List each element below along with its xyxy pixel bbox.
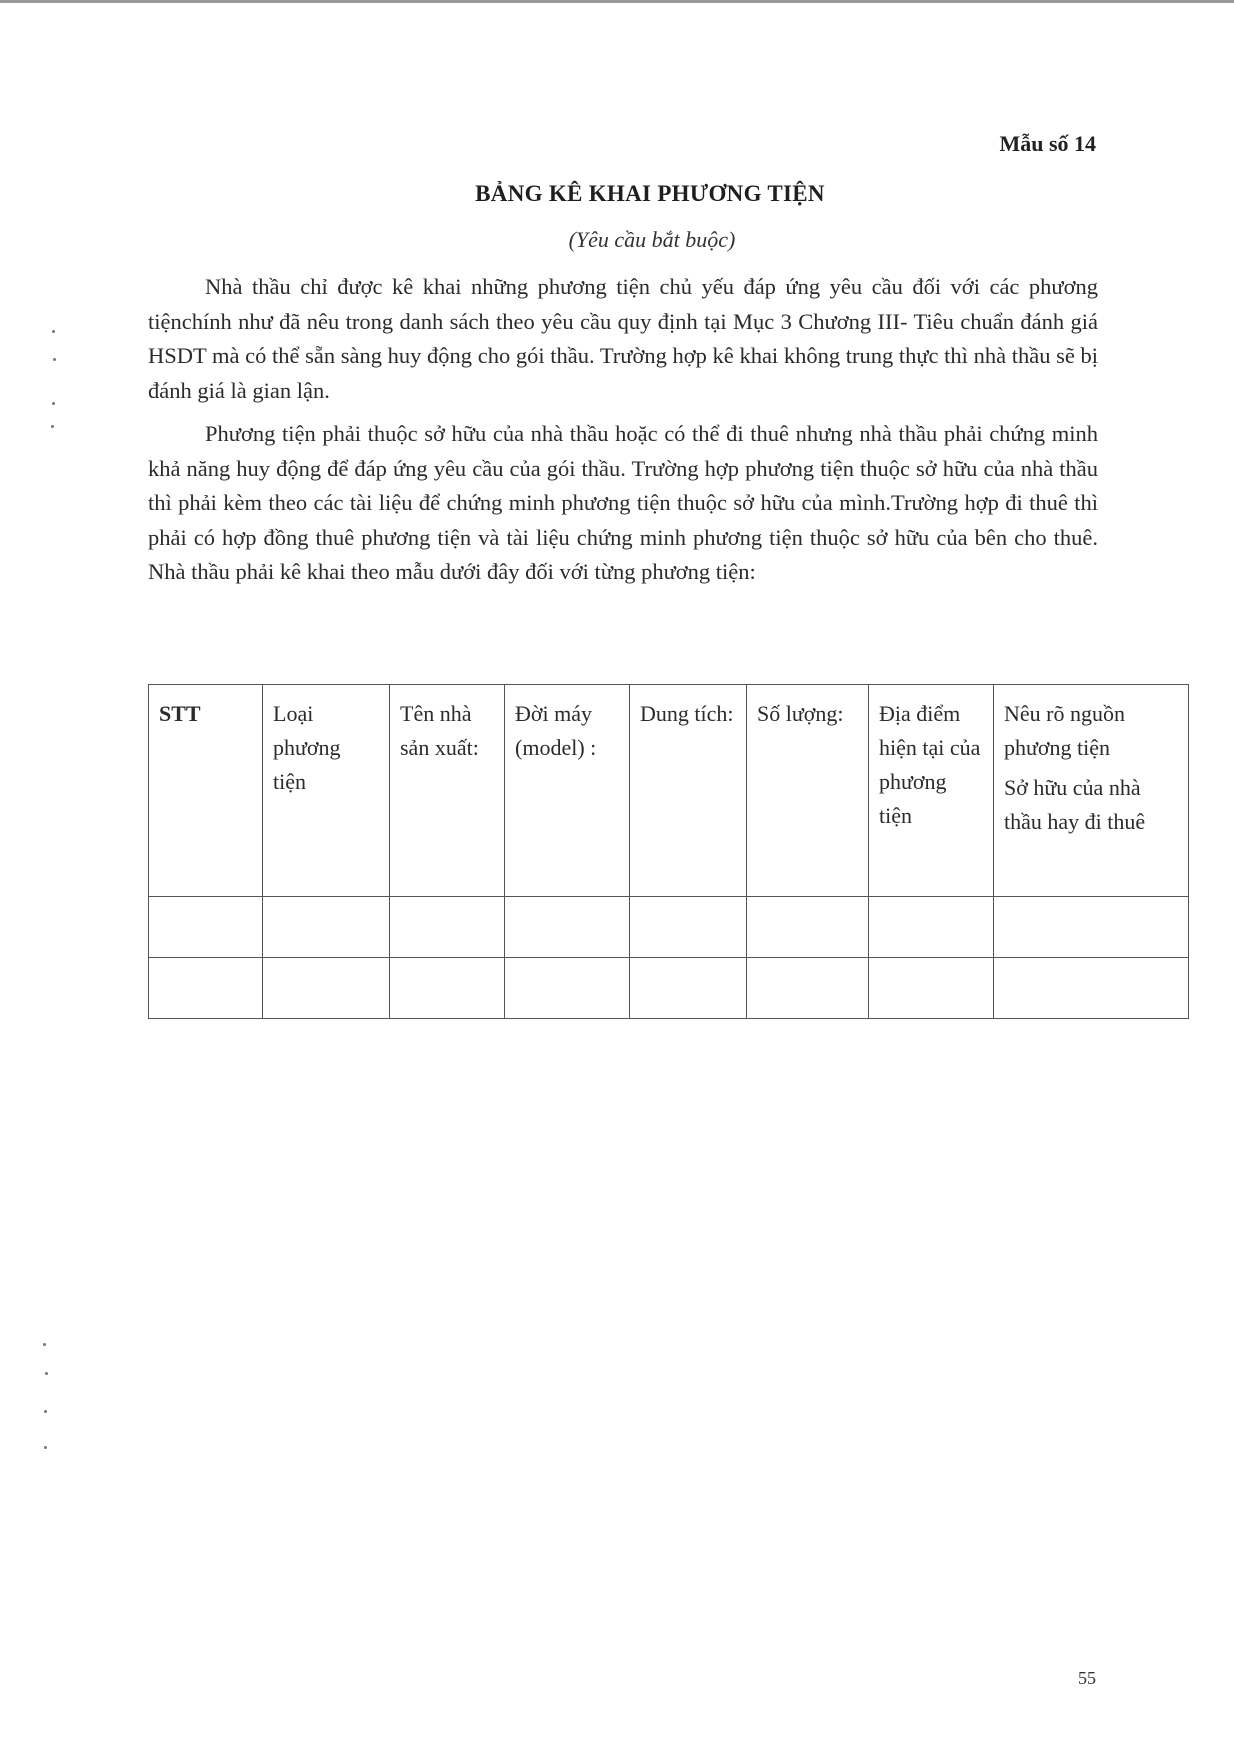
table-cell[interactable] [263, 958, 390, 1019]
table-cell[interactable] [747, 897, 869, 958]
table-header-row [149, 685, 1189, 897]
header-stt: STT [149, 685, 263, 897]
scan-speck [53, 358, 56, 361]
scan-speck [52, 330, 55, 333]
table-row [149, 897, 1189, 958]
table-cell[interactable] [869, 958, 994, 1019]
scan-speck [51, 425, 54, 428]
header-capacity: Dung tích: [630, 685, 747, 897]
table-cell[interactable] [263, 897, 390, 958]
scan-top-edge [0, 0, 1234, 3]
table-cell[interactable] [149, 958, 263, 1019]
paragraph-requirements: Nhà thầu chỉ được kê khai những phương tiện chủ yếu đáp ứng yêu cầu đối với các phương tiệnchính như đã nêu trong danh sách theo yêu cầu quy định tại Mục 3 Chương III- Tiêu chuẩn đánh giá HSDT mà có thể sẵn sàng huy động cho gói thầu. Trường hợp kê khai không trung thực thì nhà thầu sẽ bị đánh giá là gian lận. [148, 274, 1098, 403]
table-cell[interactable] [869, 897, 994, 958]
header-model: Đời máy (model) : [505, 685, 630, 897]
table-cell[interactable] [390, 897, 505, 958]
table-cell[interactable] [149, 897, 263, 958]
table-cell[interactable] [630, 897, 747, 958]
table-cell[interactable] [505, 897, 630, 958]
table-cell[interactable] [994, 897, 1189, 958]
header-source [994, 685, 1189, 897]
header-quantity: Số lượng: [747, 685, 869, 897]
scan-speck [43, 1343, 46, 1346]
form-number: Mẫu số 14 [999, 131, 1096, 156]
header-manufacturer: Tên nhà sản xuất: [390, 685, 505, 897]
table-cell[interactable] [390, 958, 505, 1019]
scan-speck [52, 402, 55, 405]
header-source-line2: Sở hữu của nhà thầu hay đi thuê [1004, 775, 1146, 834]
scan-speck [45, 1372, 48, 1375]
header-source-line1: Nêu rõ nguồn phương tiện [1004, 701, 1125, 760]
table-cell[interactable] [747, 958, 869, 1019]
scan-speck [44, 1410, 47, 1413]
table-cell[interactable] [994, 958, 1189, 1019]
document-title: BẢNG KÊ KHAI PHƯƠNG TIỆN [475, 181, 825, 206]
vehicle-declaration-table [148, 684, 1189, 1019]
header-vehicle-type: Loại phương tiện [263, 685, 390, 897]
table-row [149, 958, 1189, 1019]
table-cell[interactable] [505, 958, 630, 1019]
page-number: 55 [1078, 1668, 1096, 1688]
document-subtitle: (Yêu cầu bắt buộc) [568, 227, 736, 252]
scan-speck [44, 1446, 47, 1449]
table-cell[interactable] [630, 958, 747, 1019]
paragraph-ownership: Phương tiện phải thuộc sở hữu của nhà thầu hoặc có thể đi thuê nhưng nhà thầu phải chứng minh khả năng huy động để đáp ứng yêu cầu của gói thầu. Trường hợp phương tiện thuộc sở hữu của nhà thầu thì phải kèm theo các tài liệu để chứng minh phương tiện thuộc sở hữu của mình.Trường hợp đi thuê thì phải có hợp đồng thuê phương tiện và tài liệu chứng minh phương tiện thuộc sở hữu của bên cho thuê. Nhà thầu phải kê khai theo mẫu dưới đây đối với từng phương tiện: [148, 421, 1098, 584]
header-location: Địa điểm hiện tại của phương tiện [869, 685, 994, 897]
